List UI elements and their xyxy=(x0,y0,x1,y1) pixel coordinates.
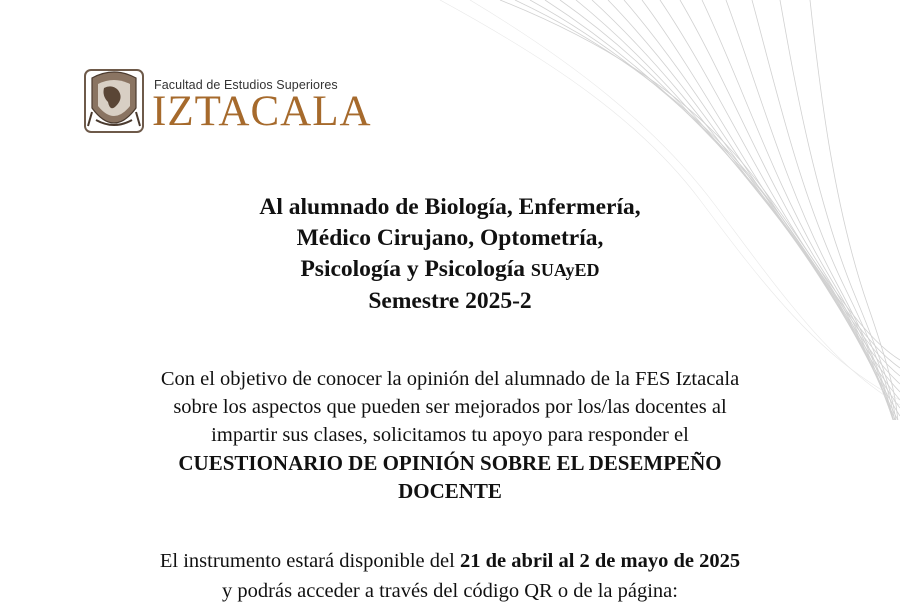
heading-line-3 xyxy=(0,254,900,286)
unam-seal-icon xyxy=(82,68,146,134)
announcement-body xyxy=(0,365,900,505)
heading-semester: Semestre 2025-2 xyxy=(368,288,532,314)
announcement-heading xyxy=(0,192,900,317)
availability-line-2: y podrás acceder a través del código QR o de la página: xyxy=(222,580,678,602)
availability-prefix: El instrumento estará disponible del xyxy=(159,550,460,572)
availability-dates: 21 de abril al 2 de mayo de 2025 xyxy=(459,550,741,572)
questionnaire-title-line-1: CUESTIONARIO DE OPINIÓN SOBRE EL DESEMPEÑO xyxy=(178,451,722,475)
body-line-3: impartir sus clases, solicitamos tu apoyo para responder el xyxy=(211,424,689,446)
iztacala-logo xyxy=(82,68,372,138)
heading-suayed: SUAyED xyxy=(530,260,600,280)
faculty-subtitle: Facultad de Estudios Superiores xyxy=(154,78,338,92)
availability-line-1 xyxy=(0,546,900,576)
availability-text xyxy=(0,546,900,606)
faculty-name: IZTACALA xyxy=(152,88,372,135)
heading-line-1: Al alumnado de Biología, Enfermería, xyxy=(259,194,641,220)
questionnaire-title-line-2: DOCENTE xyxy=(398,479,502,503)
heading-line-3-text: Psicología y Psicología xyxy=(300,256,531,282)
body-line-2: sobre los aspectos que pueden ser mejorados por los/las docentes al xyxy=(173,396,727,418)
body-line-1: Con el objetivo de conocer la opinión del alumnado de la FES Iztacala xyxy=(160,368,740,390)
heading-line-2: Médico Cirujano, Optometría, xyxy=(296,225,604,251)
